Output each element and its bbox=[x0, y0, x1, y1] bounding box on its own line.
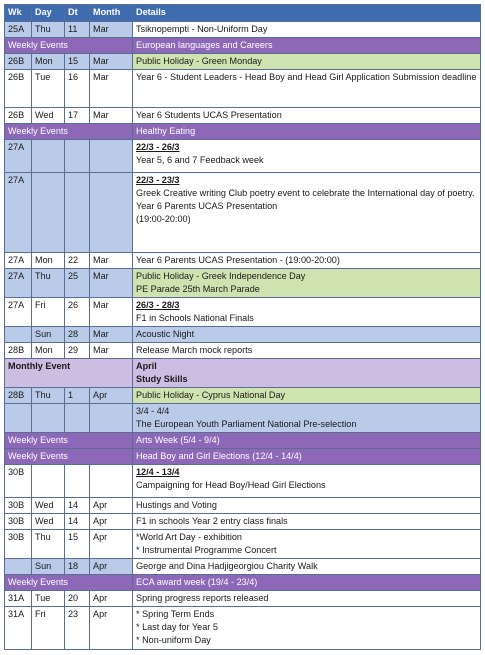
table-row bbox=[5, 327, 481, 343]
header-month: Month bbox=[90, 5, 133, 22]
cell-month bbox=[90, 404, 133, 433]
cell-wk bbox=[5, 404, 32, 433]
cell-month: Mar bbox=[90, 54, 133, 70]
cell-month: Apr bbox=[90, 514, 133, 530]
table-row bbox=[5, 388, 481, 404]
cell-day: Tue bbox=[32, 70, 65, 108]
cell-dt: 15 bbox=[65, 54, 90, 70]
detail-line: Healthy Eating bbox=[136, 126, 196, 136]
table-row bbox=[5, 173, 481, 253]
detail-line: * Spring Term Ends bbox=[136, 609, 215, 619]
header-week: Wk bbox=[5, 5, 32, 22]
detail-line: Year 5, 6 and 7 Feedback week bbox=[136, 155, 264, 165]
cell-details bbox=[133, 70, 481, 108]
cell-wk: 25A bbox=[5, 22, 32, 38]
cell-wk: 31A bbox=[5, 607, 32, 650]
cell-dt: 15 bbox=[65, 530, 90, 559]
cell-wk: 30B bbox=[5, 465, 32, 498]
cell-wk: 26B bbox=[5, 70, 32, 108]
cell-day bbox=[32, 404, 65, 433]
section-label: Weekly Events bbox=[5, 38, 133, 54]
cell-month: Mar bbox=[90, 343, 133, 359]
cell-month: Mar bbox=[90, 298, 133, 327]
detail-line: The European Youth Parliament National Pre-selection bbox=[136, 419, 357, 429]
detail-line: * Last day for Year 5 bbox=[136, 622, 218, 632]
header-day: Day bbox=[32, 5, 65, 22]
cell-month: Mar bbox=[90, 108, 133, 124]
detail-line: Tsiknopempti - Non-Uniform Day bbox=[136, 24, 268, 34]
table-row bbox=[5, 514, 481, 530]
cell-dt bbox=[65, 465, 90, 498]
table-row bbox=[5, 70, 481, 108]
table-row bbox=[5, 559, 481, 575]
section-header-row bbox=[5, 575, 481, 591]
cell-details bbox=[133, 327, 481, 343]
cell-details bbox=[133, 559, 481, 575]
cell-day: Thu bbox=[32, 530, 65, 559]
cell-day: Fri bbox=[32, 607, 65, 650]
detail-line: Acoustic Night bbox=[136, 329, 195, 339]
cell-wk bbox=[5, 327, 32, 343]
cell-details bbox=[133, 591, 481, 607]
cell-day: Tue bbox=[32, 591, 65, 607]
table-row bbox=[5, 22, 481, 38]
section-label: Weekly Events bbox=[5, 433, 133, 449]
table-row bbox=[5, 530, 481, 559]
cell-day bbox=[32, 140, 65, 173]
section-label: Weekly Events bbox=[5, 124, 133, 140]
cell-details bbox=[133, 449, 481, 465]
cell-details bbox=[133, 465, 481, 498]
cell-month bbox=[90, 140, 133, 173]
cell-dt: 28 bbox=[65, 327, 90, 343]
detail-line: (19:00-20:00) bbox=[136, 214, 191, 224]
cell-details bbox=[133, 298, 481, 327]
table-row bbox=[5, 498, 481, 514]
detail-line: European languages and Careers bbox=[136, 40, 273, 50]
header-details: Details bbox=[133, 5, 481, 22]
cell-dt bbox=[65, 140, 90, 173]
cell-day bbox=[32, 173, 65, 253]
cell-details bbox=[133, 253, 481, 269]
section-header-row bbox=[5, 124, 481, 140]
cell-details bbox=[133, 173, 481, 253]
table-row bbox=[5, 591, 481, 607]
detail-line: Year 6 - Student Leaders - Head Boy and Head Girl Application Submission deadline bbox=[136, 72, 477, 82]
cell-details bbox=[133, 388, 481, 404]
cell-month: Apr bbox=[90, 607, 133, 650]
cell-month bbox=[90, 173, 133, 253]
cell-dt: 25 bbox=[65, 269, 90, 298]
cell-wk: 27A bbox=[5, 298, 32, 327]
cell-month: Mar bbox=[90, 253, 133, 269]
table-row bbox=[5, 465, 481, 498]
cell-details bbox=[133, 22, 481, 38]
cell-wk: 28B bbox=[5, 343, 32, 359]
detail-line: April bbox=[136, 361, 157, 371]
detail-line: * Non-uniform Day bbox=[136, 635, 211, 645]
cell-day: Sun bbox=[32, 327, 65, 343]
cell-day: Mon bbox=[32, 343, 65, 359]
cell-details bbox=[133, 343, 481, 359]
table-body bbox=[5, 22, 481, 650]
section-header-row bbox=[5, 433, 481, 449]
cell-day: Sun bbox=[32, 559, 65, 575]
cell-details bbox=[133, 359, 481, 388]
cell-month: Apr bbox=[90, 388, 133, 404]
cell-month: Apr bbox=[90, 530, 133, 559]
cell-month: Mar bbox=[90, 269, 133, 298]
cell-details bbox=[133, 498, 481, 514]
cell-dt: 18 bbox=[65, 559, 90, 575]
section-label: Weekly Events bbox=[5, 575, 133, 591]
cell-details bbox=[133, 530, 481, 559]
cell-dt: 26 bbox=[65, 298, 90, 327]
table-row bbox=[5, 54, 481, 70]
section-header-row bbox=[5, 38, 481, 54]
cell-wk: 31A bbox=[5, 591, 32, 607]
cell-details bbox=[133, 607, 481, 650]
cell-month: Mar bbox=[90, 22, 133, 38]
cell-day: Fri bbox=[32, 298, 65, 327]
detail-line: Year 6 Parents UCAS Presentation - (19:00-20:00) bbox=[136, 255, 340, 265]
cell-dt: 14 bbox=[65, 498, 90, 514]
cell-day: Wed bbox=[32, 514, 65, 530]
cell-day: Thu bbox=[32, 22, 65, 38]
detail-line: Year 6 Parents UCAS Presentation bbox=[136, 201, 278, 211]
table-row bbox=[5, 140, 481, 173]
section-label: Monthly Event bbox=[5, 359, 133, 388]
detail-line: F1 in Schools National Finals bbox=[136, 313, 254, 323]
cell-wk bbox=[5, 559, 32, 575]
cell-dt: 17 bbox=[65, 108, 90, 124]
table-row bbox=[5, 253, 481, 269]
detail-line: *World Art Day - exhibition bbox=[136, 532, 242, 542]
cell-details bbox=[133, 108, 481, 124]
cell-details bbox=[133, 38, 481, 54]
cell-wk: 30B bbox=[5, 530, 32, 559]
cell-month: Mar bbox=[90, 327, 133, 343]
cell-details bbox=[133, 140, 481, 173]
cell-wk: 27A bbox=[5, 173, 32, 253]
cell-wk: 27A bbox=[5, 269, 32, 298]
table-header-row bbox=[5, 5, 481, 22]
detail-line: Campaigning for Head Boy/Head Girl Elections bbox=[136, 480, 326, 490]
detail-line: George and Dina Hadjigeorgiou Charity Walk bbox=[136, 561, 318, 571]
detail-line: 12/4 - 13/4 bbox=[136, 467, 180, 477]
header-date: Dt bbox=[65, 5, 90, 22]
section-header-row bbox=[5, 449, 481, 465]
cell-dt: 23 bbox=[65, 607, 90, 650]
cell-dt bbox=[65, 404, 90, 433]
cell-details bbox=[133, 124, 481, 140]
cell-wk: 27A bbox=[5, 253, 32, 269]
cell-details bbox=[133, 575, 481, 591]
table-row bbox=[5, 607, 481, 650]
detail-line: Greek Creative writing Club poetry event to celebrate the International day of poetry. bbox=[136, 188, 475, 198]
cell-wk: 30B bbox=[5, 498, 32, 514]
section-label: Weekly Events bbox=[5, 449, 133, 465]
cell-wk: 30B bbox=[5, 514, 32, 530]
detail-line: F1 in schools Year 2 entry class finals bbox=[136, 516, 288, 526]
detail-line: Public Holiday - Green Monday bbox=[136, 56, 262, 66]
detail-line: 22/3 - 26/3 bbox=[136, 142, 180, 152]
cell-day: Mon bbox=[32, 253, 65, 269]
detail-line: Release March mock reports bbox=[136, 345, 253, 355]
cell-wk: 28B bbox=[5, 388, 32, 404]
cell-dt: 22 bbox=[65, 253, 90, 269]
cell-details bbox=[133, 404, 481, 433]
cell-details bbox=[133, 269, 481, 298]
cell-wk: 27A bbox=[5, 140, 32, 173]
cell-dt: 11 bbox=[65, 22, 90, 38]
detail-line: 26/3 - 28/3 bbox=[136, 300, 180, 310]
cell-dt: 29 bbox=[65, 343, 90, 359]
cell-month bbox=[90, 465, 133, 498]
events-calendar-table bbox=[4, 4, 481, 650]
detail-line: PE Parade 25th March Parade bbox=[136, 284, 260, 294]
table-row bbox=[5, 108, 481, 124]
detail-line: Public Holiday - Cyprus National Day bbox=[136, 390, 286, 400]
cell-dt: 14 bbox=[65, 514, 90, 530]
table-row bbox=[5, 298, 481, 327]
cell-day: Wed bbox=[32, 498, 65, 514]
table-row bbox=[5, 269, 481, 298]
cell-month: Apr bbox=[90, 498, 133, 514]
detail-line: Study Skills bbox=[136, 374, 188, 384]
cell-details bbox=[133, 514, 481, 530]
detail-line: Arts Week (5/4 - 9/4) bbox=[136, 435, 220, 445]
detail-line: 22/3 - 23/3 bbox=[136, 175, 180, 185]
detail-line: * Instrumental Programme Concert bbox=[136, 545, 277, 555]
cell-dt bbox=[65, 173, 90, 253]
section-header-row bbox=[5, 359, 481, 388]
cell-month: Apr bbox=[90, 591, 133, 607]
cell-dt: 1 bbox=[65, 388, 90, 404]
cell-wk: 26B bbox=[5, 108, 32, 124]
cell-dt: 20 bbox=[65, 591, 90, 607]
cell-dt: 16 bbox=[65, 70, 90, 108]
detail-line: Spring progress reports released bbox=[136, 593, 269, 603]
cell-day: Thu bbox=[32, 388, 65, 404]
cell-day: Mon bbox=[32, 54, 65, 70]
cell-day: Wed bbox=[32, 108, 65, 124]
cell-details bbox=[133, 433, 481, 449]
cell-day: Thu bbox=[32, 269, 65, 298]
detail-line: ECA award week (19/4 - 23/4) bbox=[136, 577, 258, 587]
detail-line: Head Boy and Girl Elections (12/4 - 14/4) bbox=[136, 451, 302, 461]
detail-line: 3/4 - 4/4 bbox=[136, 406, 170, 416]
detail-line: Hustings and Voting bbox=[136, 500, 217, 510]
cell-wk: 26B bbox=[5, 54, 32, 70]
table-row bbox=[5, 404, 481, 433]
cell-day bbox=[32, 465, 65, 498]
table-row bbox=[5, 343, 481, 359]
detail-line: Year 6 Students UCAS Presentation bbox=[136, 110, 282, 120]
cell-month: Apr bbox=[90, 559, 133, 575]
cell-details bbox=[133, 54, 481, 70]
cell-month: Mar bbox=[90, 70, 133, 108]
detail-line: Public Holiday - Greek Independence Day bbox=[136, 271, 306, 281]
